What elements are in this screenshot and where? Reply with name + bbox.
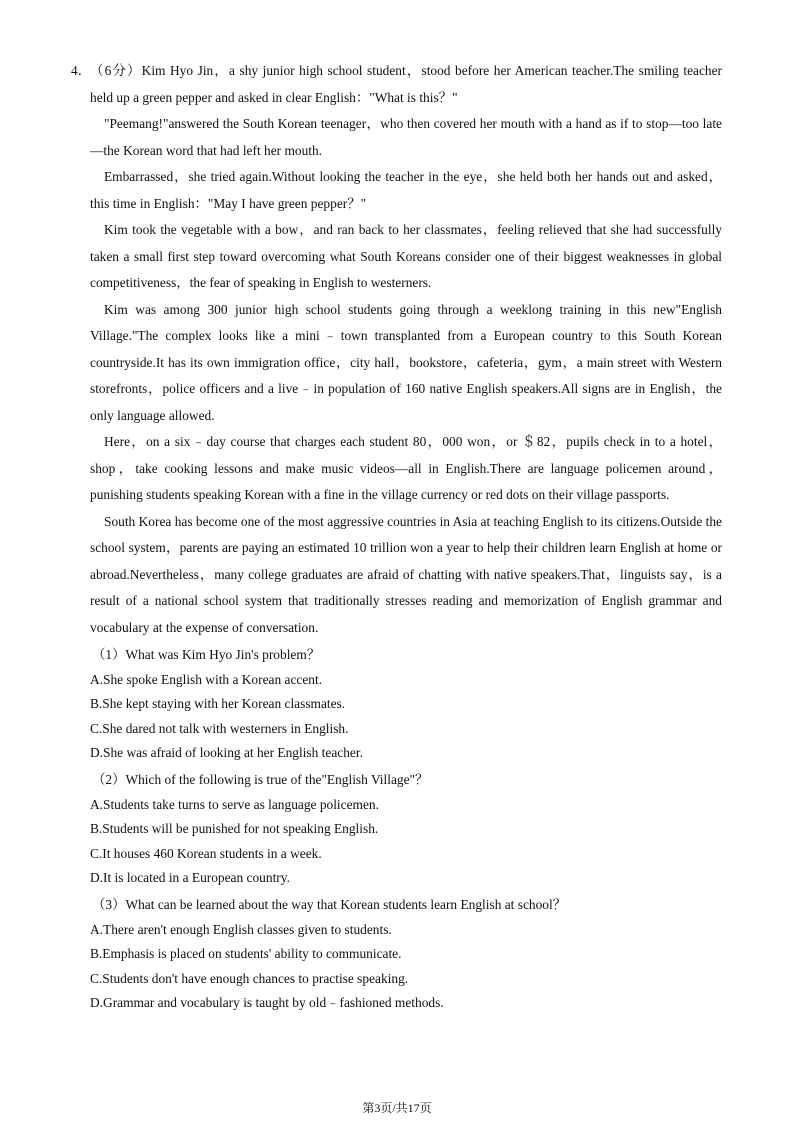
- option-a: A.There aren't enough English classes given to students.: [90, 921, 392, 937]
- option-a: A.She spoke English with a Korean accent.: [90, 671, 323, 687]
- option-b: B.Students will be punished for not speaking English.: [90, 821, 379, 837]
- option-c: C.Students don't have enough chances to practise speaking.: [90, 970, 409, 986]
- sub-question-2: [90, 768, 722, 891]
- passage-paragraph-5: Kim was among 300 junior high school students going through a weeklong training in this new"English Village."The complex looks like a mini﹣town transplanted from a European country to this South Korean countryside.It has its own immigration office，city hall，bookstore，cafeteria，gym，a main street with Western storefronts，police officers and a live﹣in population of 160 native English speakers.All signs are in English，the only language allowed.: [90, 301, 722, 423]
- sub-question-prompt: （3）What can be learned about the way that Korean students learn English at school？: [92, 896, 567, 912]
- passage-paragraph-3: Embarrassed，she tried again.Without looking the teacher in the eye，she held both her hands out and asked，this time in English："May I have green pepper？": [90, 169, 722, 211]
- option-b: B.Emphasis is placed on students' ability to communicate.: [90, 946, 402, 962]
- question-content: [71, 58, 722, 1016]
- question-number: 4．: [71, 63, 92, 78]
- option-d: D.Grammar and vocabulary is taught by old﹣fashioned methods.: [90, 995, 444, 1011]
- passage-paragraph-1: [71, 58, 722, 111]
- passage-paragraph-4: Kim took the vegetable with a bow，and ran back to her classmates，feeling relieved that she had successfully taken a small first step toward overcoming what South Koreans consider one of their biggest weaknesses in global competitiveness，the fear of speaking in English to westerners.: [90, 222, 722, 290]
- sub-question-prompt: （2）Which of the following is true of the"English Village"？: [92, 771, 429, 787]
- sub-question-prompt: （1）What was Kim Hyo Jin's problem？: [92, 647, 321, 662]
- page-number: 第3页/共17页: [362, 1101, 432, 1115]
- question-points: （6分）: [90, 63, 142, 78]
- option-c: C.She dared not talk with westerners in English.: [90, 720, 349, 736]
- option-d: D.She was afraid of looking at her English teacher.: [90, 745, 363, 761]
- sub-question-1: [90, 643, 722, 766]
- option-a: A.Students take turns to serve as language policemen.: [90, 796, 379, 812]
- passage-paragraph-6: Here，on a six﹣day course that charges each student 80，000 won，or ＄82，pupils check in to a hotel，shop，take cooking lessons and make music videos—all in English.There are language policemen around，punishing students speaking Korean with a fine in the village currency or red dots on their village passports.: [90, 434, 722, 502]
- sub-question-3: [90, 893, 722, 1016]
- option-d: D.It is located in a European country.: [90, 870, 290, 886]
- paragraph-text: Kim Hyo Jin，a shy junior high school student，stood before her American teacher.The smiling teacher held up a green pepper and asked in clear English："What is this？": [90, 63, 722, 105]
- passage-paragraph-2: "Peemang!"answered the South Korean teenager，who then covered her mouth with a hand as if to stop—too late—the Korean word that had left her mouth.: [90, 116, 722, 158]
- option-b: B.She kept staying with her Korean classmates.: [90, 696, 346, 712]
- passage-paragraph-7: South Korea has become one of the most aggressive countries in Asia at teaching English to its citizens.Outside the school system，parents are paying an estimated 10 trillion won a year to help their children learn English at home or abroad.Nevertheless，many college graduates are afraid of chatting with native speakers.That，linguists say，is a result of a national school system that traditionally stresses reading and memorization of English grammar and vocabulary at the expense of conversation.: [90, 513, 722, 635]
- page-footer: [0, 1101, 794, 1115]
- option-c: C.It houses 460 Korean students in a week.: [90, 845, 322, 861]
